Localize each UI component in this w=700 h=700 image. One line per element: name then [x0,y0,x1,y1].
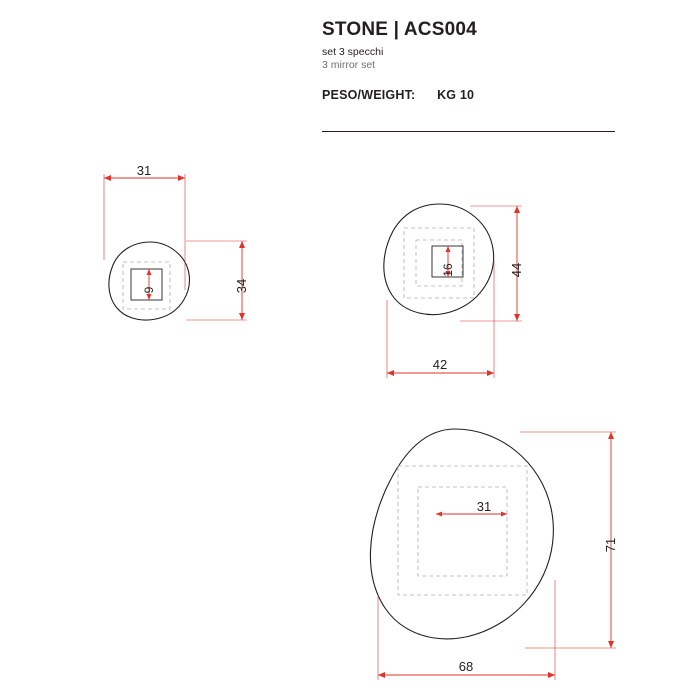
large-inner-arrow-right [501,512,507,517]
subtitle-italian: set 3 specchi [322,45,384,58]
large-mirror-hidden-outer [398,466,527,595]
small-height-arrow-bottom [239,313,245,320]
small-inner-value: 9 [142,286,156,294]
small-inner-arrow-top [147,269,152,275]
medium-height-arrow-top [514,206,520,213]
figure-medium-mirror [384,204,524,378]
small-width-arrow-left [104,175,111,181]
figure-large-mirror [370,429,618,680]
medium-inner-arrow-top [446,246,451,252]
large-width-value: 68 [458,659,474,674]
large-height-arrow-top [608,432,614,439]
medium-height-arrow-bottom [514,314,520,321]
large-inner-arrow-left [436,512,442,517]
small-width-value: 31 [136,163,152,178]
medium-mirror-hidden-outer [404,228,474,298]
small-height-arrow-top [239,241,245,248]
figure-small-mirror [104,163,249,320]
large-mirror-hidden-inner [418,487,507,576]
small-height-value: 34 [234,278,249,294]
medium-width-value: 42 [432,357,448,372]
medium-mirror-hidden-inner [416,240,462,286]
medium-width-arrow-left [387,370,394,376]
medium-width-arrow-right [487,370,494,376]
page-title: STONE | ACS004 [322,19,477,40]
medium-inner-value: 16 [441,263,455,277]
large-height-arrow-bottom [608,641,614,648]
small-width-arrow-right [178,175,185,181]
large-inner-value: 31 [476,499,492,514]
medium-height-value: 44 [509,262,524,278]
large-width-arrow-right [548,672,555,678]
small-mirror-inner-rect [131,269,162,300]
small-inner-arrow-bottom [147,294,152,300]
weight-label: PESO/WEIGHT: [322,88,416,103]
large-height-value: 71 [603,537,618,553]
weight-value: KG 10 [437,88,475,103]
subtitle-english: 3 mirror set [322,59,376,72]
large-width-arrow-left [378,672,385,678]
